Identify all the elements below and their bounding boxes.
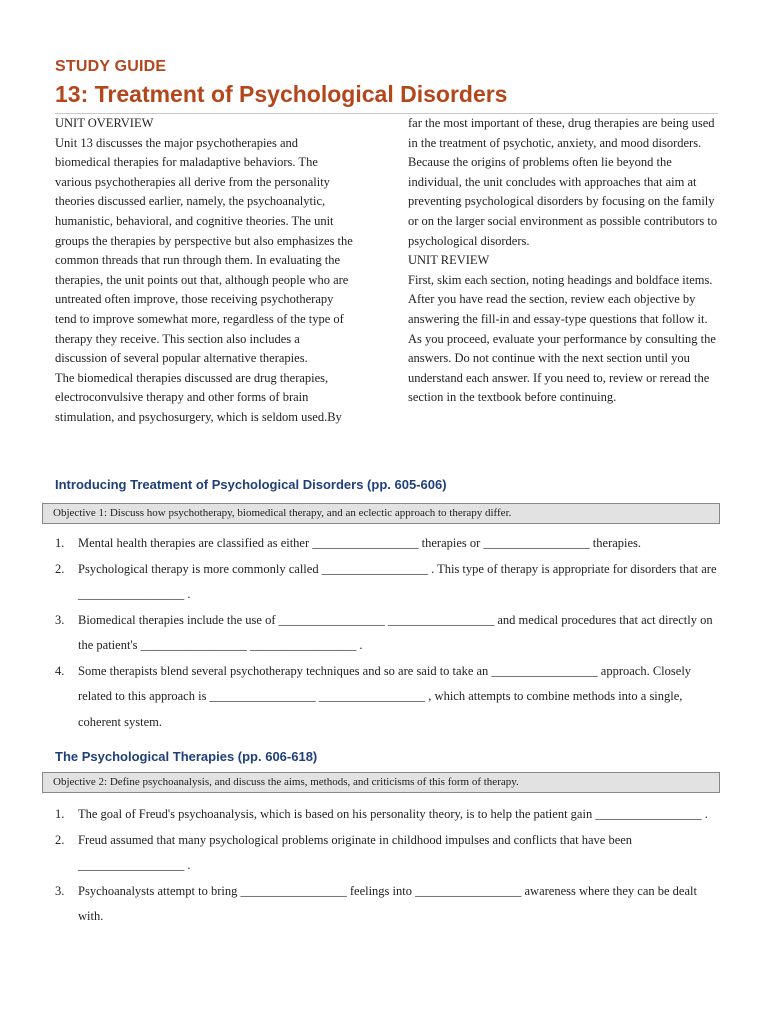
unit-overview-heading: UNIT OVERVIEW (55, 116, 154, 130)
item-number: 4. (55, 663, 65, 678)
question-text: Mental health therapies are classified as either _________________ therapies or _________________ therapies. (78, 536, 642, 550)
section-heading-introducing: Introducing Treatment of Psychological Disorders (pp. 605-606) (55, 477, 447, 492)
unit-review-heading: UNIT REVIEW (408, 253, 490, 268)
item-number: 3. (55, 612, 65, 627)
section-2-questions (0, 802, 770, 930)
item-number: 1. (55, 807, 65, 821)
study-guide-label: STUDY GUIDE (55, 58, 167, 75)
question-text: Freud assumed that many psychological problems originate in childhood impulses and conflicts that have been _________________ . (78, 832, 633, 872)
list-item (0, 659, 718, 736)
overview-left-column (55, 114, 355, 428)
question-text: The goal of Freud's psychoanalysis, which is based on his personality theory, is to help the patient gain _________________ . (78, 807, 708, 821)
list-item (0, 828, 718, 879)
section-heading-psychological-therapies: The Psychological Therapies (pp. 606-618) (55, 749, 318, 764)
overview-paragraph: Because the origins of problems often lie beyond the individual, the unit concludes with approaches that aim at preventing psychological disorders by focusing on the family or on the larger social environment as possible contributors to psychological disorders. (408, 155, 718, 248)
item-number: 2. (55, 832, 65, 847)
overview-right-column (408, 114, 718, 408)
overview-paragraph: The biomedical therapies discussed are drug therapies, electroconvulsive therapy and other forms of brain stimulation, and psychosurgery, which is seldom used.By (55, 370, 342, 424)
question-text: Psychoanalysts attempt to bring _________________ feelings into _________________ awareness where they can be dealt with. (78, 883, 697, 923)
list-item (0, 557, 718, 608)
question-text: Biomedical therapies include the use of _________________ _________________ and medical procedures that act directly on the patient's _________________ _________________ . (78, 612, 713, 652)
overview-paragraph: far the most important of these, drug therapies are being used in the treatment of psychotic, anxiety, and mood disorders. (408, 116, 715, 150)
review-paragraph: First, skim each section, noting headings and boldface items. After you have read the section, review each objective by answering the fill-in and essay-type questions that follow it. As you proceed, evaluate your performance by consulting the answers. Do not continue with the next section until you understand each answer. If you need to, review or reread the section in the textbook before continuing. (408, 272, 716, 405)
objective-1-box: Objective 1: Discuss how psychotherapy, biomedical therapy, and an eclectic approach to therapy differ. (42, 503, 720, 524)
question-text: Some therapists blend several psychotherapy techniques and so are said to take an _________________ approach. Closely related to this approach is _________________ _________________ , which attempts to combine methods into a single, coherent system. (78, 663, 692, 729)
question-text: Psychological therapy is more commonly called _________________ . This type of therapy is appropriate for disorders that are _________________ . (78, 561, 717, 601)
item-number: 3. (55, 883, 65, 898)
item-number: 1. (55, 536, 65, 550)
objective-2-box: Objective 2: Define psychoanalysis, and discuss the aims, methods, and criticisms of this form of therapy. (42, 772, 720, 793)
page-title: 13: Treatment of Psychological Disorders (55, 81, 508, 107)
list-item (0, 531, 718, 557)
list-item (0, 879, 718, 930)
list-item (0, 608, 718, 659)
list-item (0, 802, 718, 828)
overview-paragraph: Unit 13 discusses the major psychotherapies and biomedical therapies for maladaptive behaviors. The various psychotherapies all derive from the personality theories discussed earlier, namely, the psychoanalytic, humanistic, behavioral, and cognitive theories. The unit groups the therapies by perspective but also emphasizes the common threads that run through them. In evaluating the therapies, the unit points out that, although people who are untreated often improve, those receiving psychotherapy tend to improve somewhat more, regardless of the type of therapy they receive. This section also includes a discussion of several popular alternative therapies. (55, 135, 353, 366)
item-number: 2. (55, 561, 65, 576)
section-1-questions (0, 531, 770, 735)
